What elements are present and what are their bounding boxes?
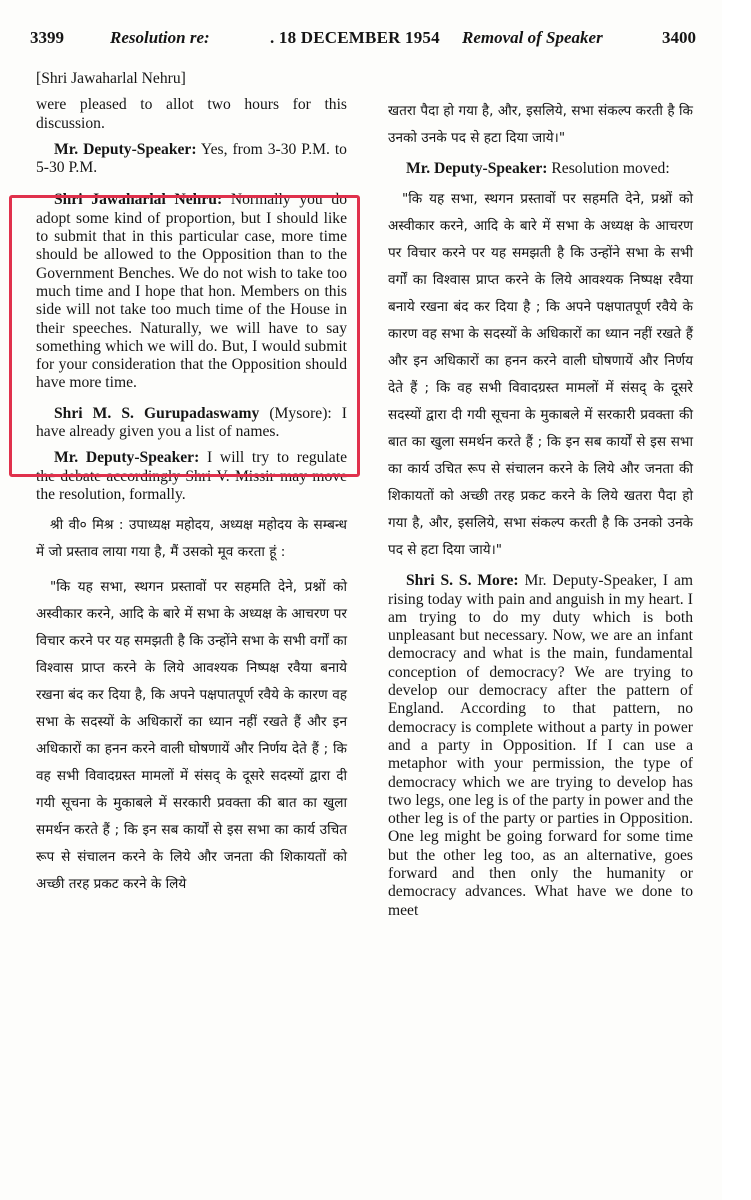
right-column: [388, 98, 693, 928]
hindi-paragraph: खतरा पैदा हो गया है, और, इसलिये, सभा संकल्प करती है कि उनको उनके पद से हटा दिया जाये।": [388, 103, 693, 146]
speaker-name: Shri S. S. More:: [406, 572, 519, 590]
speaker-name: Mr. Deputy-Speaker:: [54, 449, 200, 467]
speaker-name: Mr. Deputy-Speaker:: [54, 140, 197, 158]
speaker-name: Shri M. S. Gurupadaswamy: [54, 404, 260, 422]
speech-text: Mr. Deputy-Speaker, I am rising today with pain and anguish in my heart. I am trying to do my duty which is both unpleasant but necessary. Now, we are an infant democracy and what is the main, fundamental conception of democracy? We are trying to develop our democracy after the pattern of England. According to that pattern, no democracy is complete without a party in power and a party in Opposition. If I can use a metaphor with your permission, the type of democracy which we are trying to develop has two legs, one leg is of the party in power and the other leg is of the party or parties in Opposition. One leg might be going forward for some time but the other leg too, as an alternative, goes forward and then only the humanity or democracy advances. What have we done to meet: [388, 572, 693, 919]
speech-text: Yes, from 3-30 P.M. to 5-30 P.M.: [36, 140, 347, 177]
header-date: . 18 DECEMBER 1954: [270, 28, 440, 47]
hindi-resolution-text: "कि यह सभा, स्थगन प्रस्तावों पर सहमति देने, प्रश्नों को अस्वीकार करने, आदि के बारे में सभा के अध्यक्ष के आचरण पर विचार करने पर यह समझती है कि उन्होंने सभा के सभी वर्गों का विश्वास प्राप्त करने के लिये आवश्यक निष्पक्ष रवैया बनाये रखना बंद कर दिया है ; कि अपने पक्षपातपूर्ण रवैये के कारण वह सभा के सदस्यों के अधिकारों का ध्यान नहीं रखते हैं और इन अधिकारों का हनन करने वाली घोषणायें और निर्णय देते हैं ; कि वह सभी विवादग्रस्त मामलों में संसद् के दूसरे सदस्यों द्वारा दी गयी सूचना के मुकाबले में सरकारी प्रवक्ता की बात का खुला समर्थन करते हैं ; कि इन सब कार्यों से इस सभा का कार्य उचित रूप से संचालन करने के लिये और जनता की शिकायतों को अच्छी तरह प्रकट करने के लिये खतरा पैदा हो गया है, और, इसलिये, सभा संकल्प करती है कि उनको उनके पद से हटा दिया जाये।": [388, 191, 693, 559]
speech-text: Normally you do adopt some kind of proportion, but I should like to submit that in this particular case, more time should be allowed to the Opposition than to the Government Benches. We do not wish to take too much time and I hope that hon. Members on this side will not take too much time of the House in their speeches. Naturally, we will have to say something which we will do. But, I would submit for your consideration that the Opposition should have more time.: [36, 191, 347, 392]
running-title-right: Removal of Speaker: [462, 28, 603, 47]
paragraph: [36, 141, 347, 178]
page-number-left: 3399: [30, 28, 64, 47]
paragraph: [388, 160, 693, 178]
hindi-paragraph: श्री वी० मिश्र : उपाध्यक्ष महोदय, अध्यक्ष महोदय के सम्बन्ध में जो प्रस्ताव लाया गया है, मैं उसको मूव करता हूं :: [36, 517, 347, 561]
highlight-box: [9, 195, 360, 477]
speaker-continuation: [Shri Jawaharlal Nehru]: [36, 70, 186, 87]
page-header: [30, 28, 710, 56]
page-number-right: 3400: [662, 28, 696, 47]
speech-text: (Mysore): I have already given you a list of names.: [36, 404, 347, 441]
speech-text: I will try to regulate the debate accordingly Shri V. Missir may move the resolution, formally.: [36, 449, 347, 503]
paragraph: were pleased to allot two hours for this discussion.: [36, 96, 347, 132]
speaker-name: Shri Jawaharlal Nehru:: [54, 191, 223, 209]
speech-text: Resolution moved:: [547, 160, 670, 177]
hindi-resolution-text: "कि यह सभा, स्थगन प्रस्तावों पर सहमति देने, प्रश्नों को अस्वीकार करने, आदि के बारे में सभा के अध्यक्ष के आचरण पर विचार करने पर यह समझती है कि उन्होंने सभा के सभी वर्गों का विश्वास प्राप्त करने के लिये आवश्यक निष्पक्ष रवैया बनाये रखना बंद कर दिया है, कि अपने पक्षपातपूर्ण रवैये के कारण वह सभा के सदस्यों के अधिकारों का ध्यान नहीं रखते हैं और इन अधिकारों का हनन करने वाली घोषणायें और निर्णय देते हैं ; कि वह सभी विवादग्रस्त मामलों में संसद् के दूसरे सदस्यों द्वारा दी गयी सूचना के मुकाबले में सरकारी प्रवक्ता की बात का खुला समर्थन करते हैं ; कि इन सब कार्यों से इस सभा का कार्य उचित रूप से संचालन करने के लिये और जनता की शिकायतों को अच्छी तरह प्रकट करने के लिये: [36, 579, 347, 893]
running-title-left: Resolution re:: [110, 28, 210, 47]
paragraph: [388, 572, 693, 920]
speaker-name: Mr. Deputy-Speaker:: [406, 160, 548, 177]
page-edge: [722, 0, 751, 1200]
